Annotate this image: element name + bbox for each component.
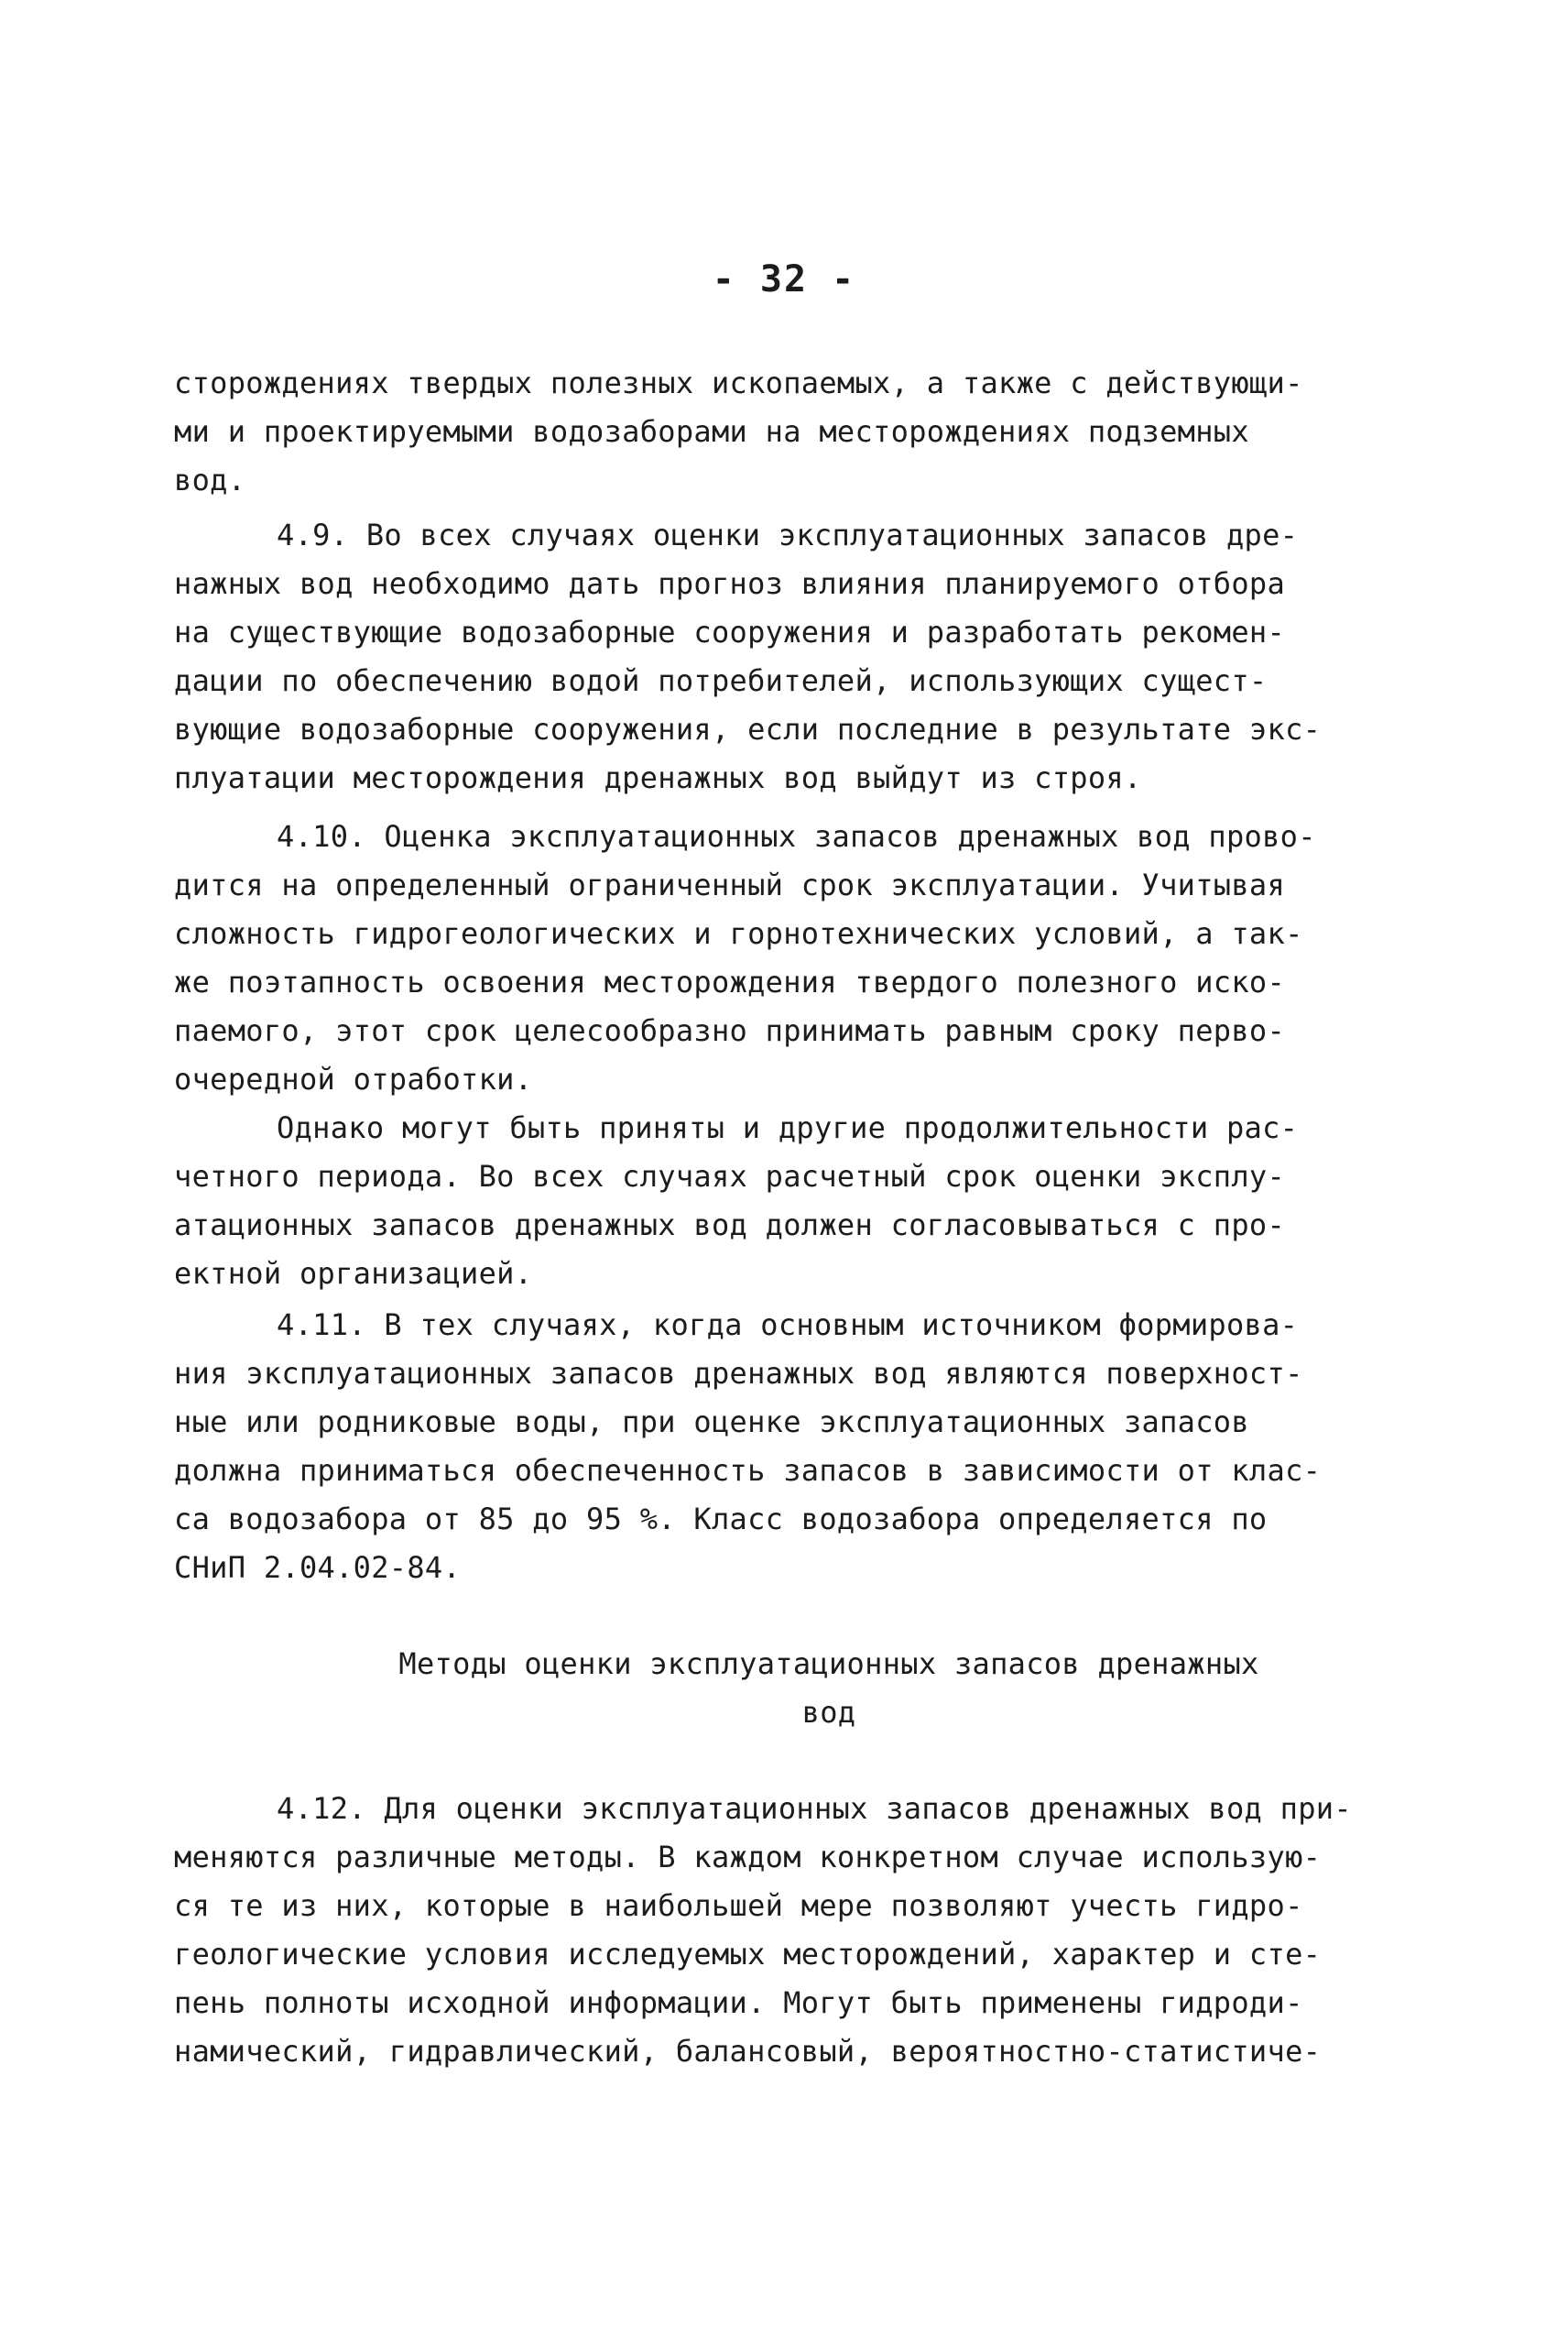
text-line: намический, гидравлический, балансовый, вероятностно-статистиче-: [174, 2034, 1322, 2069]
text-line: нажных вод необходимо дать прогноз влияния планируемого отбора: [174, 566, 1286, 601]
text-line: 4.12. Для оценки эксплуатационных запасов дренажных вод при-: [277, 1791, 1352, 1826]
paragraph-4-12: [174, 1785, 1420, 2076]
text-line: са водозабора от 85 до 95 %. Класс водозабора определяется по: [174, 1502, 1268, 1536]
text-line: геологические условия исследуемых месторождений, характер и сте-: [174, 1937, 1322, 1972]
text-line: атационных запасов дренажных вод должен согласовываться с про-: [174, 1207, 1286, 1242]
heading-line: вод: [801, 1695, 856, 1730]
heading-line: Методы оценки эксплуатационных запасов дренажных: [398, 1646, 1259, 1681]
page-number: - 32 -: [712, 258, 856, 300]
text-line: вующие водозаборные сооружения, если последние в результате экс-: [174, 712, 1322, 747]
text-line: ния эксплуатационных запасов дренажных вод являются поверхност-: [174, 1356, 1303, 1391]
text-line: должна приниматься обеспеченность запасов в зависимости от клас-: [174, 1453, 1322, 1488]
text-line: паемого, этот срок целесообразно принимать равным сроку перво-: [174, 1013, 1286, 1048]
text-line: ные или родниковые воды, при оценке эксплуатационных запасов: [174, 1404, 1249, 1439]
text-line: дации по обеспечению водой потребителей, использующих сущест-: [174, 663, 1268, 698]
text-line: плуатации месторождения дренажных вод выйдут из строя.: [174, 760, 1142, 795]
text-line: Однако могут быть приняты и другие продолжительности рас-: [277, 1110, 1299, 1145]
text-line: СНиП 2.04.02-84.: [174, 1550, 462, 1585]
text-line: ектной организацией.: [174, 1256, 533, 1291]
text-line: сторождениях твердых полезных ископаемых, а также с действующи-: [174, 366, 1303, 400]
text-line: вод.: [174, 463, 246, 497]
text-line: ся те из них, которые в наибольшей мере позволяют учесть гидро-: [174, 1888, 1303, 1923]
text-line: на существующие водозаборные сооружения и разработать рекомен-: [174, 615, 1286, 650]
text-line: дится на определенный ограниченный срок эксплуатации. Учитывая: [174, 868, 1286, 902]
text-line: ми и проектируемыми водозаборами на месторождениях подземных: [174, 414, 1249, 449]
section-heading: [174, 1640, 1420, 1737]
paragraph-4-11: [174, 1301, 1420, 1592]
paragraph-however: [174, 1104, 1420, 1298]
text-line: 4.11. В тех случаях, когда основным источником формирова-: [277, 1307, 1299, 1342]
text-line: сложность гидрогеологических и горнотехнических условий, а так-: [174, 916, 1303, 951]
text-line: четного периода. Во всех случаях расчетный срок оценки эксплу-: [174, 1159, 1286, 1194]
text-line: же поэтапность освоения месторождения твердого полезного иско-: [174, 965, 1286, 1000]
paragraph-4-9: [174, 511, 1420, 803]
text-line: очередной отработки.: [174, 1062, 533, 1097]
text-line: пень полноты исходной информации. Могут быть применены гидроди-: [174, 1985, 1303, 2020]
text-line: 4.9. Во всех случаях оценки эксплуатационных запасов дре-: [277, 518, 1299, 552]
text-line: меняются различные методы. В каждом конкретном случае использую-: [174, 1840, 1322, 1874]
text-line: 4.10. Оценка эксплуатационных запасов дренажных вод прово-: [277, 819, 1316, 854]
paragraph-continuation: [174, 359, 1420, 505]
paragraph-4-10: [174, 813, 1420, 1104]
